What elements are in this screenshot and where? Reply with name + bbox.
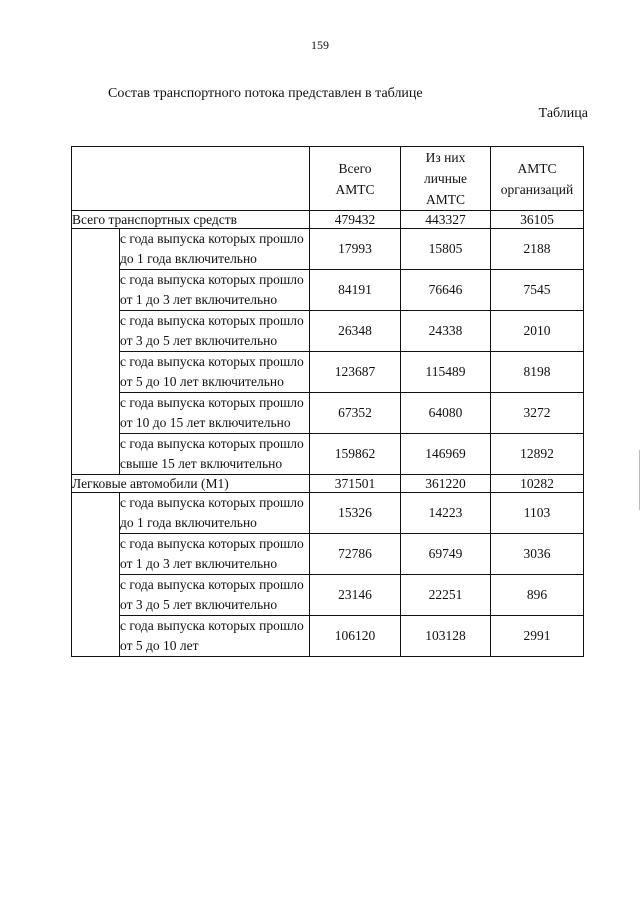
row-label: с года выпуска которых прошло свыше 15 лет включительно [120,434,310,475]
header-personal: Из них личные АМТС [401,147,491,211]
cell-personal: 443327 [401,211,491,229]
cell-organizations: 1103 [491,493,584,534]
group-label: Легковые автомобили (М1) [72,475,310,493]
cell-organizations: 3036 [491,534,584,575]
group-label: Всего транспортных средств [72,211,310,229]
cell-organizations: 10282 [491,475,584,493]
page-number: 159 [311,38,329,52]
cell-total: 72786 [310,534,401,575]
table-row [72,616,584,657]
cell-total: 26348 [310,311,401,352]
indent-cell [72,229,120,475]
cell-organizations: 36105 [491,211,584,229]
row-label: с года выпуска которых прошло от 1 до 3 лет включительно [120,534,310,575]
cell-personal: 15805 [401,229,491,270]
header-organizations: АМТС организаций [491,147,584,211]
row-label: с года выпуска которых прошло до 1 года включительно [120,493,310,534]
row-label: с года выпуска которых прошло от 10 до 15 лет включительно [120,393,310,434]
cell-organizations: 2010 [491,311,584,352]
table-row [72,393,584,434]
cell-personal: 24338 [401,311,491,352]
cell-total: 15326 [310,493,401,534]
cell-personal: 76646 [401,270,491,311]
cell-total: 67352 [310,393,401,434]
cell-total: 123687 [310,352,401,393]
table-row [72,352,584,393]
table-row [72,311,584,352]
transport-table [71,146,584,657]
cell-total: 84191 [310,270,401,311]
cell-personal: 64080 [401,393,491,434]
intro-text: Состав транспортного потока представлен в таблице [108,86,423,101]
table-caption: Таблица [538,106,588,121]
table-row [72,270,584,311]
cell-organizations: 8198 [491,352,584,393]
indent-cell [72,493,120,657]
cell-organizations: 7545 [491,270,584,311]
row-label: с года выпуска которых прошло от 3 до 5 лет включительно [120,575,310,616]
cell-organizations: 2991 [491,616,584,657]
table-row [72,534,584,575]
cell-organizations: 12892 [491,434,584,475]
cell-personal: 14223 [401,493,491,534]
row-label: с года выпуска которых прошло до 1 года включительно [120,229,310,270]
cell-personal: 22251 [401,575,491,616]
cell-organizations: 896 [491,575,584,616]
cell-total: 159862 [310,434,401,475]
cell-organizations: 2188 [491,229,584,270]
header-total: Всего АМТС [310,147,401,211]
cell-personal: 146969 [401,434,491,475]
cell-personal: 115489 [401,352,491,393]
row-label: с года выпуска которых прошло от 1 до 3 лет включительно [120,270,310,311]
row-label: с года выпуска которых прошло от 3 до 5 лет включительно [120,311,310,352]
row-label: с года выпуска которых прошло от 5 до 10 лет включительно [120,352,310,393]
transport-table-body [72,147,584,657]
table-row [72,575,584,616]
cell-personal: 69749 [401,534,491,575]
cell-personal: 361220 [401,475,491,493]
table-row [72,493,584,534]
row-label: с года выпуска которых прошло от 5 до 10 лет [120,616,310,657]
header-empty-cell [72,147,310,211]
group-row-all-vehicles [72,211,584,229]
table-header-row [72,147,584,211]
cell-organizations: 3272 [491,393,584,434]
cell-total: 371501 [310,475,401,493]
cell-total: 106120 [310,616,401,657]
cell-personal: 103128 [401,616,491,657]
cell-total: 17993 [310,229,401,270]
cell-total: 23146 [310,575,401,616]
table-row [72,434,584,475]
group-row-passenger-cars [72,475,584,493]
table-row [72,229,584,270]
cell-total: 479432 [310,211,401,229]
